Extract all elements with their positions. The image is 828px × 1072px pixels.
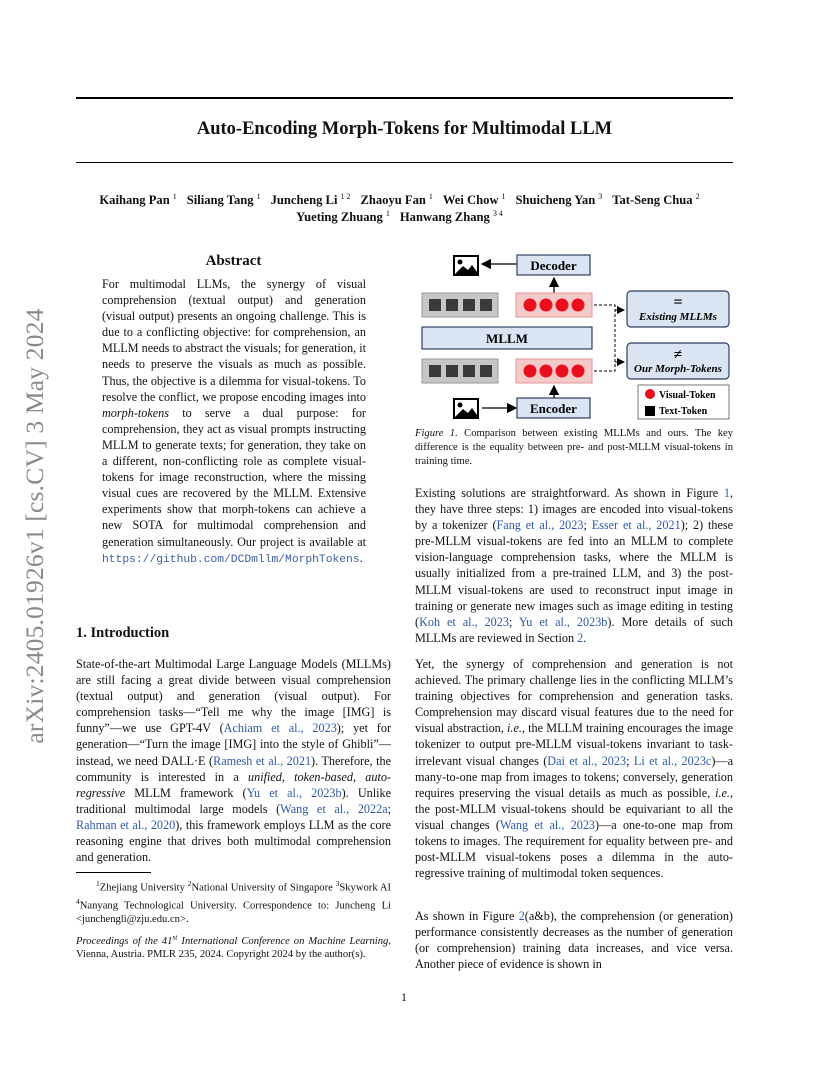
affiliation-marker: 2: [695, 192, 700, 201]
morph-tokens-label: Our Morph-Tokens: [634, 363, 722, 375]
paper-title: Auto-Encoding Morph-Tokens for Multimodal LLM: [196, 119, 613, 139]
not-equal-symbol: ≠: [673, 347, 683, 363]
citation-link[interactable]: Wang et al., 2022a: [280, 801, 388, 816]
image-icon: [453, 255, 479, 276]
title-bottom-rule: [76, 162, 733, 163]
affiliation-marker: 1: [172, 192, 177, 201]
citation-link[interactable]: Rahman et al., 2020: [76, 817, 176, 832]
affiliation-marker: 3: [598, 192, 603, 201]
author-name: Siliang Tang: [186, 193, 254, 208]
citation-link[interactable]: Wang et al., 2023: [500, 817, 596, 832]
author-list-line-2: [76, 209, 733, 225]
citation-link[interactable]: Fang et al., 2023: [496, 518, 584, 533]
author-name: Yueting Zhuang: [296, 210, 383, 225]
image-icon: [453, 398, 479, 419]
abstract-heading: Abstract: [205, 253, 262, 269]
proceedings-note: Proceedings of the 41st International Conference on Machine Learning, Vienna, Austria. PMLR 235, 2024. Copyright 2024 by the author(s).: [76, 932, 391, 960]
arxiv-watermark: arXiv:2405.01926v1 [cs.CV] 3 May 2024: [20, 308, 49, 744]
affiliation-marker: 1 2: [340, 192, 351, 201]
author-list-line-1: [76, 192, 733, 208]
citation-link[interactable]: Achiam et al., 2023: [223, 721, 337, 736]
author-name: Kaihang Pan: [99, 193, 170, 208]
affiliation-marker: 1: [256, 192, 261, 201]
author-name: Tat-Seng Chua: [612, 193, 693, 208]
decoder-label: Decoder: [530, 258, 577, 273]
existing-mllms-label: Existing MLLMs: [639, 311, 717, 323]
equal-symbol: =: [673, 294, 683, 311]
figure-1-diagram: [415, 250, 735, 422]
figure-1-caption: Figure 1. Comparison between existing MLLMs and ours. The key difference is the equality between pre- and post-MLLM visual-tokens in training time.: [415, 428, 733, 467]
intro-paragraph: State-of-the-art Multimodal Large Language Models (MLLMs) are still facing a great divide between visual comprehension (textual output) and generation (visual output). For comprehension tasks—“Tell me why the image [IMG] is funny”—we use GPT-4V (Achiam et al., 2023); yet for generation—“Turn the image [IMG] into the style of Ghibli”—instead, we need DALL·E (Ramesh et al., 2021). Therefore, the community is interested in a unified, token-based, auto-regressive MLLM framework (Yu et al., 2023b). Unlike traditional multimodal large models (Wang et al., 2022a; Rahman et al., 2020), this framework employs LLM as the core reasoning engine that drives both multimodal comprehension and generation.: [76, 657, 392, 865]
footnote-rule: [76, 872, 151, 873]
author-name: Wei Chow: [442, 193, 499, 208]
affiliation-marker: 1: [501, 192, 506, 201]
author-name: Juncheng Li: [270, 193, 338, 208]
abstract-text: For multimodal LLMs, the synergy of visual comprehension (textual output) and generation (visual output) presents an ongoing challenge. This is due to a conflicting objective: for comprehension, an MLLM needs to abstract the visuals; for generation, it needs to preserve the visuals as much as possible. Thus, the objective is a dilemma for visual-tokens. To resolve the conflict, we propose encoding images into morph-tokens to serve a dual purpose: for comprehension, they act as visual prompts instructing MLLM to generate texts; for generation, they take on a different, non-conflicting role as complete visual-tokens for image reconstruction, where the missing visual cues are recovered by the MLLM. Extensive experiments show that morph-tokens can achieve a new SOTA for multimodal comprehension and generation simultaneously. Our project is available at https://github.com/DCDmllm/MorphTokens.: [102, 277, 366, 566]
right-paragraph-3: As shown in Figure 2(a&b), the comprehension (or generation) performance consistently decreases as the number of generation (or comprehension) training data increases, and vice versa. Another piece of evidence is shown in: [415, 909, 733, 972]
project-link[interactable]: https://github.com/DCDmllm/MorphTokens: [102, 553, 360, 566]
section-heading-introduction: 1. Introduction: [76, 625, 170, 641]
figure-ref-link[interactable]: 1: [723, 486, 730, 500]
page-number: 1: [401, 990, 407, 1004]
figure-ref-link[interactable]: 2: [518, 909, 525, 923]
title-top-rule: [76, 97, 733, 99]
encoder-label: Encoder: [530, 401, 577, 416]
author-name: Shuicheng Yan: [515, 193, 596, 208]
citation-link[interactable]: Yu et al., 2023b: [246, 785, 342, 800]
citation-link[interactable]: Ramesh et al., 2021: [213, 753, 312, 768]
citation-link[interactable]: Yu et al., 2023b: [518, 614, 608, 629]
affiliation-marker: 3 4: [492, 209, 503, 218]
citation-link[interactable]: Dai et al., 2023: [547, 753, 627, 768]
citation-link[interactable]: Li et al., 2023c: [633, 753, 712, 768]
legend-text-token: Text-Token: [659, 406, 708, 417]
section-ref-link[interactable]: 2: [577, 630, 584, 645]
citation-link[interactable]: Esser et al., 2021: [591, 518, 681, 533]
affiliation-marker: 1: [385, 209, 390, 218]
right-paragraph-1: Existing solutions are straightforward. As shown in Figure 1, they have three steps: 1) images are encoded into visual-tokens by a tokenizer (Fang et al., 2023; Esser et al., 2021); 2) these pre-MLLM visual-tokens are fed into an MLLM to complete vision-language comprehension tasks, where the MLLM is usually initialized from a pre-trained LLM, and 3) the post-MLLM visual-tokens are used to reconstruct input image in training or generate new images such as image editing in testing (Koh et al., 2023; Yu et al., 2023b). More details of such MLLMs are reviewed in Section 2.: [415, 486, 734, 645]
affiliations-footnote: $^1$Zhejiang University $^2$National University of Singapore $^3$Skywork AI $^4$Nanyang Technological University. Correspondence to: Juncheng Li <junchengli@zju.edu.cn>.: [76, 879, 391, 925]
legend-visual-token: Visual-Token: [659, 390, 716, 401]
citation-link[interactable]: Koh et al., 2023: [419, 614, 509, 629]
affiliation-marker: 1: [428, 192, 433, 201]
author-name: Hanwang Zhang: [399, 210, 490, 225]
right-paragraph-2: Yet, the synergy of comprehension and generation is not achieved. The primary challenge lies in the conflicting MLLM’s training objectives for comprehension and generation tasks. Comprehension may discard visual features due to the need for visual abstraction, i.e., the MLLM training encourages the image tokenizer to output pre-MLLM visual-tokens invariant to task-irrelevant visual changes (Dai et al., 2023; Li et al., 2023c)—a many-to-one map from images to tokens; conversely, generation requires preserving the visual details as much as possible, i.e., the post-MLLM visual-tokens should be equivariant to all the visual changes (Wang et al., 2023)—a one-to-one map from tokens to images. The requirement for equality between pre- and post-MLLM visual-tokens poses a dilemma in the auto-regressive training of multimodal token sequences.: [415, 657, 733, 881]
mllm-label: MLLM: [486, 331, 528, 346]
author-name: Zhaoyu Fan: [360, 193, 426, 208]
